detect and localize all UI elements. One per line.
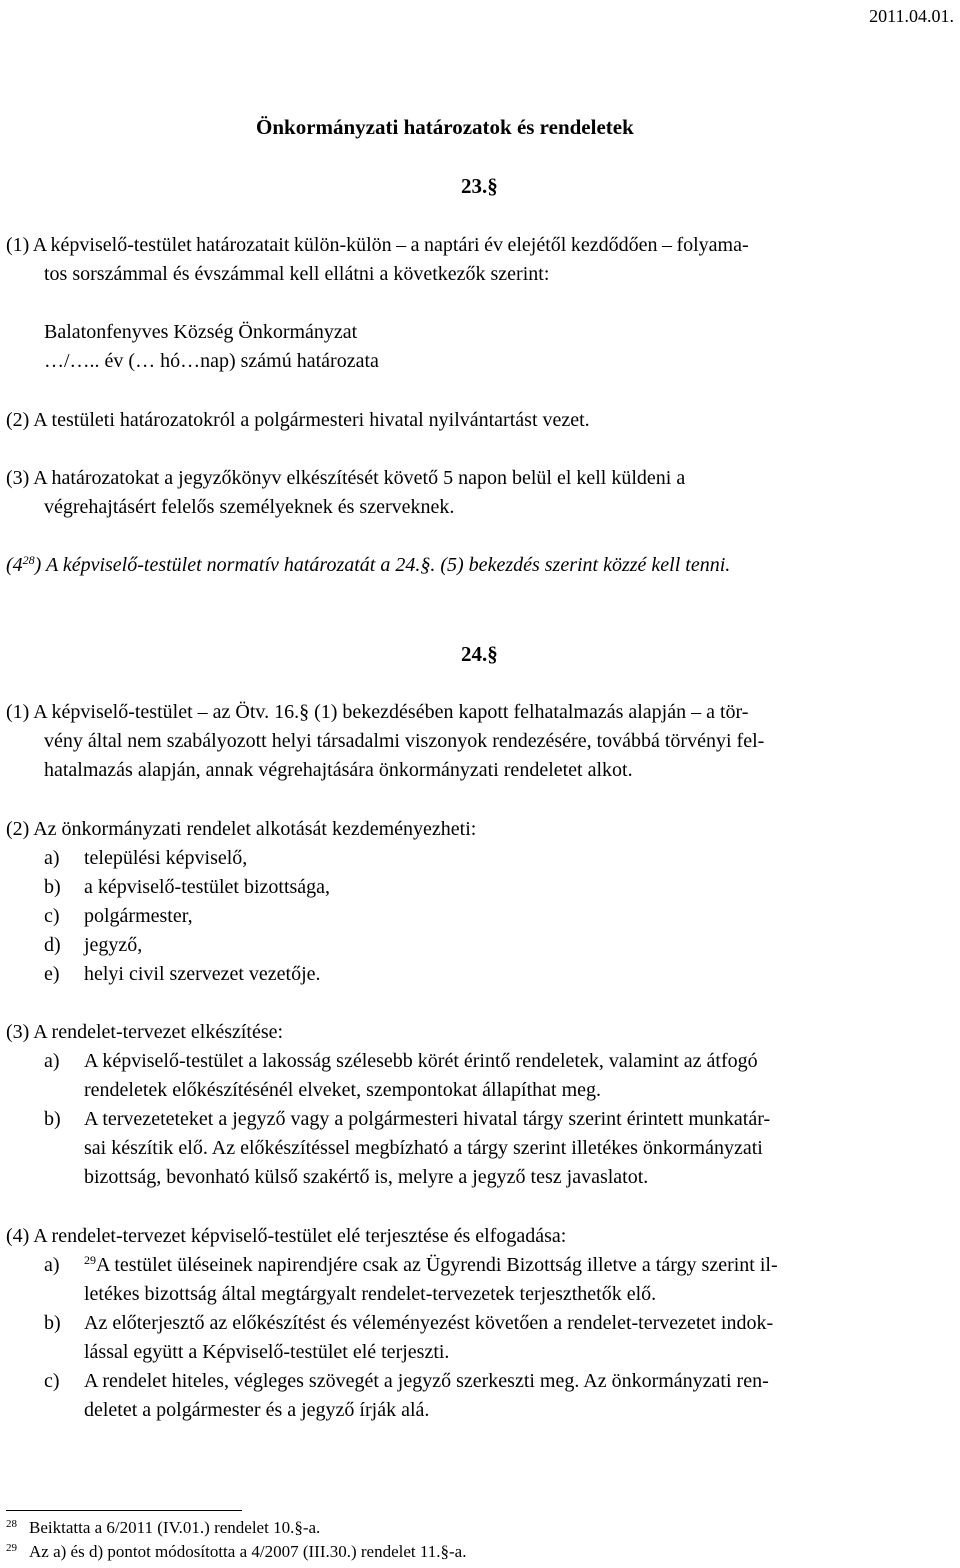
s24-p3-a-line1: A képviselő-testület a lakosság szélesebb körét érintő rendeletek, valamint az átfogó [84,1050,758,1072]
s24-p2-item-label: c) [44,905,60,927]
s24-p4-b-label: b) [44,1312,61,1334]
s24-p2-item-text: polgármester, [84,905,193,927]
s23-p2: (2) A testületi határozatokról a polgármesteri hivatal nyilvántartást vezet. [6,409,590,431]
s24-p4-a-label: a) [44,1254,60,1276]
s24-p2-item-text: a képviselő-testület bizottsága, [84,876,331,898]
s23-p1-line1: (1) A képviselő-testület határozatait külön-külön – a naptári év elejétől kezdődően – folyama- [6,234,749,256]
s24-p2-item-label: a) [44,847,60,869]
page-date: 2011.04.01. [869,6,954,26]
footnote-number: 28 [6,1518,17,1530]
s24-p1-line2: vény által nem szabályozott helyi társadalmi viszonyok rendezésére, továbbá törvényi fel- [44,730,765,752]
footnote-number: 29 [6,1542,17,1554]
s24-p2-item-text: jegyző, [84,934,143,956]
s24-p4-c-line1: A rendelet hiteles, végleges szövegét a jegyző szerkeszti meg. Az önkormányzati ren- [84,1370,769,1392]
s24-p4-intro: (4) A rendelet-tervezet képviselő-testület elé terjesztése és elfogadása: [6,1225,567,1247]
s24-p4-c-label: c) [44,1370,60,1392]
section-23-heading: 23.§ [461,174,498,198]
footnote-text: Beiktatta a 6/2011 (IV.01.) rendelet 10.§-a. [29,1518,321,1537]
s23-p4 [6,551,730,580]
section-24-heading: 24.§ [461,642,498,666]
s24-p3-a-label: a) [44,1050,60,1072]
s23-format-line2: …/….. év (… hó…nap) számú határozata [44,350,379,372]
s24-p3-b-line3: bizottság, bevonható külső szakértő is, melyre a jegyző tesz javaslatot. [84,1166,649,1188]
s24-p4-a-line1 [84,1251,956,1280]
s24-p4-c-line2: deletet a polgármester és a jegyző írják alá. [84,1399,430,1421]
footnote-ref-28[interactable]: 28 [22,553,35,567]
s23-p3-line1: (3) A határozatokat a jegyzőkönyv elkészítését követő 5 napon belül el kell küldeni a [6,467,686,489]
s24-p2-item-label: e) [44,963,60,985]
s23-format-line1: Balatonfenyves Község Önkormányzat [44,321,358,343]
s24-p1-line3: hatalmazás alapján, annak végrehajtására önkormányzati rendeletet alkot. [44,759,633,781]
s24-p3-a-line2: rendeletek előkészítésénél elveket, szempontokat állapíthat meg. [84,1079,602,1101]
s24-p3-intro: (3) A rendelet-tervezet elkészítése: [6,1021,284,1043]
s23-p3-line2: végrehajtásért felelős személyeknek és szerveknek. [44,496,455,518]
s24-p2-item-text: helyi civil szervezet vezetője. [84,963,321,985]
s24-p2-item-text: települési képviselő, [84,847,248,869]
s23-p4-pre: (4 [6,554,23,576]
s24-p3-b-line1: A tervezeteteket a jegyző vagy a polgármesteri hivatal tárgy szerint érintett munkatár- [84,1108,771,1130]
s24-p4-b-line2: lással együtt a Képviselő-testület elé terjeszti. [84,1341,450,1363]
s24-p4-a-text: A testület üléseinek napirendjére csak az Ügyrendi Bizottság illetve a tárgy szerint il- [96,1254,778,1276]
footnote-28 [6,1516,320,1540]
footnote-text: Az a) és d) pontot módosította a 4/2007 (III.30.) rendelet 11.§-a. [29,1542,467,1561]
footnote-ref-29[interactable]: 29 [84,1253,96,1267]
s24-p1-line1: (1) A képviselő-testület – az Ötv. 16.§ (1) bekezdésében kapott felhatalmazás alapján – a tör- [6,701,749,723]
s24-p2-item-label: b) [44,876,61,898]
s24-p3-b-label: b) [44,1108,61,1130]
s24-p3-b-line2: sai készítik elő. Az előkészítéssel megbízható a tárgy szerint illetékes önkormányzati [84,1137,763,1159]
s23-p4-text: ) A képviselő-testület normatív határozatát a 24.§. (5) bekezdés szerint közzé kell tenni. [34,554,731,576]
s24-p4-b-line1: Az előterjesztő az előkészítést és véleményezést követően a rendelet-tervezetet indok- [84,1312,774,1334]
s23-p1-line2: tos sorszámmal és évszámmal kell ellátni a következők szerint: [44,263,550,285]
footnote-29 [6,1540,466,1564]
s24-p2-intro: (2) Az önkormányzati rendelet alkotását kezdeményezheti: [6,818,477,840]
s24-p4-a-line2: letékes bizottság által megtárgyalt rendelet-tervezetek terjeszthetők elő. [84,1283,657,1305]
footnote-divider [6,1510,242,1511]
s24-p2-item-label: d) [44,934,61,956]
page-title: Önkormányzati határozatok és rendeletek [256,115,634,139]
